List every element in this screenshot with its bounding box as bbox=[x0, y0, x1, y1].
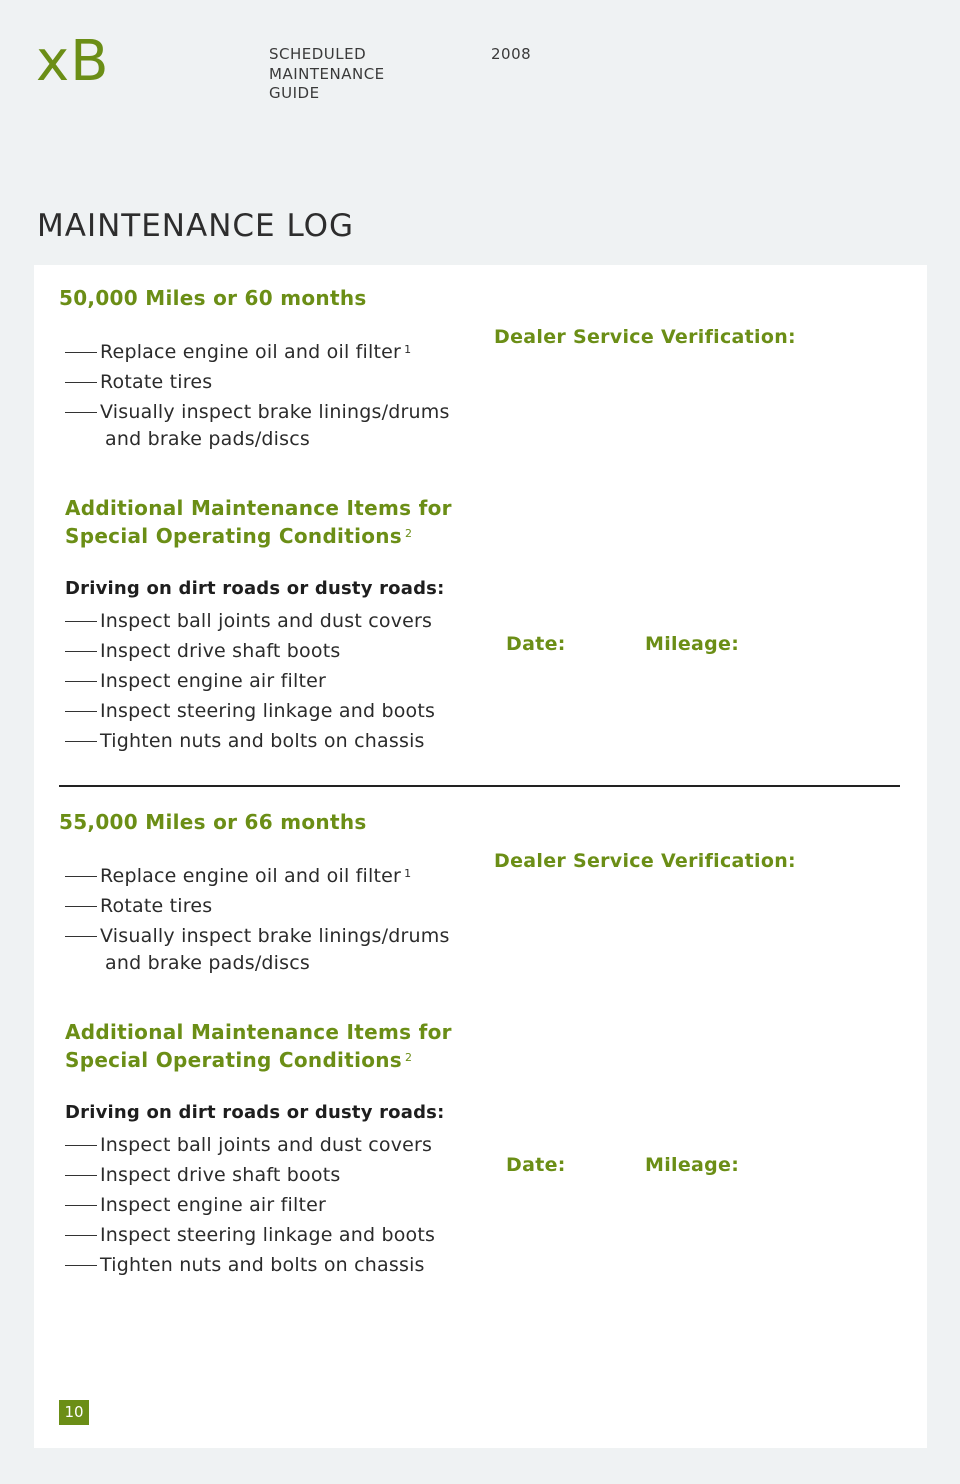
dealer-verification-label: Dealer Service Verification: bbox=[494, 326, 796, 348]
additional-heading-line: Special Operating Conditions bbox=[65, 524, 403, 548]
task-text: Inspect engine air filter bbox=[100, 1194, 327, 1216]
task-text: Rotate tires bbox=[100, 895, 213, 917]
additional-items-heading bbox=[65, 1018, 452, 1074]
footnote-marker: 1 bbox=[404, 867, 412, 880]
guide-title-line: GUIDE bbox=[269, 84, 320, 102]
task-text-continued: and brake pads/discs bbox=[105, 428, 311, 450]
task-text: Tighten nuts and bolts on chassis bbox=[100, 1254, 425, 1276]
special-task-item bbox=[65, 1130, 485, 1160]
special-task-item bbox=[65, 1190, 485, 1220]
footnote-marker: 2 bbox=[405, 527, 413, 540]
task-item bbox=[65, 891, 475, 921]
task-item bbox=[65, 921, 475, 951]
model-year: 2008 bbox=[491, 45, 532, 63]
task-text: Visually inspect brake linings/drums bbox=[100, 925, 450, 947]
mileage-label: Mileage: bbox=[645, 633, 740, 655]
task-text: Inspect engine air filter bbox=[100, 670, 327, 692]
interval-heading: 50,000 Miles or 60 months bbox=[59, 286, 367, 310]
task-text: Visually inspect brake linings/drums bbox=[100, 401, 450, 423]
guide-title bbox=[269, 45, 385, 104]
additional-heading-line: Special Operating Conditions bbox=[65, 1048, 403, 1072]
maintenance-log-panel bbox=[34, 265, 927, 1448]
special-task-list bbox=[65, 1130, 485, 1280]
task-item bbox=[65, 397, 475, 427]
special-task-item bbox=[65, 1250, 485, 1280]
footnote-marker: 2 bbox=[405, 1051, 413, 1064]
additional-heading-line: Additional Maintenance Items for bbox=[65, 496, 452, 520]
additional-heading-line: Additional Maintenance Items for bbox=[65, 1020, 452, 1044]
task-text: Inspect drive shaft boots bbox=[100, 640, 341, 662]
task-text: Replace engine oil and oil filter bbox=[100, 865, 402, 887]
task-item bbox=[65, 861, 475, 891]
task-text: Tighten nuts and bolts on chassis bbox=[100, 730, 425, 752]
page-number: 10 bbox=[59, 1400, 89, 1425]
footnote-marker: 1 bbox=[404, 343, 412, 356]
special-task-item bbox=[65, 636, 485, 666]
special-task-item bbox=[65, 696, 485, 726]
special-task-list bbox=[65, 606, 485, 756]
guide-title-line: MAINTENANCE bbox=[269, 64, 385, 83]
task-text: Inspect ball joints and dust covers bbox=[100, 610, 433, 632]
mileage-label: Mileage: bbox=[645, 1154, 740, 1176]
special-task-item bbox=[65, 666, 485, 696]
task-text: Inspect drive shaft boots bbox=[100, 1164, 341, 1186]
special-task-item bbox=[65, 726, 485, 756]
special-task-item bbox=[65, 1160, 485, 1190]
date-label: Date: bbox=[506, 633, 566, 655]
task-text: Replace engine oil and oil filter bbox=[100, 341, 402, 363]
task-text-continued: and brake pads/discs bbox=[105, 952, 311, 974]
task-text: Inspect steering linkage and boots bbox=[100, 700, 436, 722]
dealer-verification-label: Dealer Service Verification: bbox=[494, 850, 796, 872]
standard-task-list bbox=[65, 861, 475, 977]
task-text: Inspect steering linkage and boots bbox=[100, 1224, 436, 1246]
brand-logo: xB bbox=[36, 29, 110, 94]
page-title: MAINTENANCE LOG bbox=[37, 208, 355, 244]
guide-title-line: SCHEDULED bbox=[269, 45, 367, 63]
task-item bbox=[65, 337, 475, 367]
date-label: Date: bbox=[506, 1154, 566, 1176]
special-task-item bbox=[65, 606, 485, 636]
task-item bbox=[65, 367, 475, 397]
section-divider bbox=[59, 785, 900, 787]
interval-heading: 55,000 Miles or 66 months bbox=[59, 810, 367, 834]
condition-heading: Driving on dirt roads or dusty roads: bbox=[65, 578, 445, 599]
task-text: Rotate tires bbox=[100, 371, 213, 393]
additional-items-heading bbox=[65, 494, 452, 550]
condition-heading: Driving on dirt roads or dusty roads: bbox=[65, 1102, 445, 1123]
standard-task-list bbox=[65, 337, 475, 453]
task-text: Inspect ball joints and dust covers bbox=[100, 1134, 433, 1156]
special-task-item bbox=[65, 1220, 485, 1250]
